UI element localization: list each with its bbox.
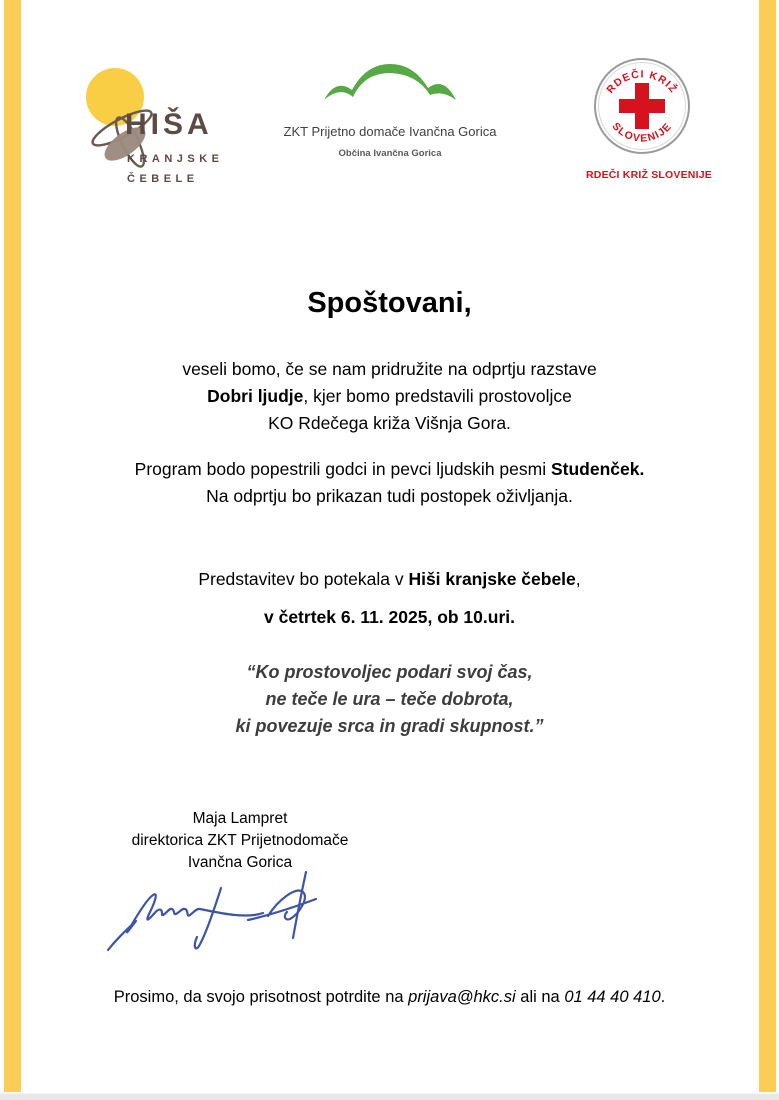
- rsvp-footer: [40, 984, 739, 1011]
- venue-comma: ,: [575, 569, 581, 589]
- zkt-logo-subtitle: Občina Ivančna Gorica: [338, 148, 442, 159]
- green-hills-icon: [322, 60, 458, 102]
- venue-text: Predstavitev bo potekala v: [198, 569, 409, 589]
- quote-line-2: ne teče le ura – teče dobrota,: [265, 689, 514, 709]
- choir-name: Studenček.: [550, 459, 645, 479]
- intro-line-3: KO Rdečega križa Višnja Gora.: [268, 413, 511, 433]
- left-accent-bar: [4, 0, 21, 1092]
- zkt-ivancna-gorica-logo: [248, 60, 532, 159]
- program-line-2: Na odprtju bo prikazan tudi postopek oživljanja.: [206, 486, 573, 506]
- rsvp-text-2: ali na: [515, 988, 565, 1006]
- paragraph-program: [40, 456, 739, 510]
- rsvp-email: prijava@hkc.si: [408, 988, 516, 1006]
- rsvp-text-1: Prosimo, da svojo prisotnost potrdite na: [113, 988, 409, 1006]
- right-accent-bar: [759, 0, 776, 1092]
- zkt-logo-title: ZKT Prijetno domače Ivančna Gorica: [283, 124, 497, 139]
- rsvp-phone: 01 44 40 410: [564, 988, 661, 1006]
- program-line-1: Program bodo popestrili godci in pevci ljudskih pesmi: [134, 459, 551, 479]
- red-cross-caption: RDEČI KRIŽ SLOVENIJE: [586, 169, 712, 181]
- hisa-logo-subtitle-1: KRANJSKE: [127, 153, 224, 165]
- red-cross-slovenia-logo: [586, 56, 712, 181]
- signer-role: direktorica ZKT Prijetnodomače: [131, 832, 349, 849]
- quote-block: [40, 659, 739, 740]
- quote-line-3: ki povezuje srca in gradi skupnost.”: [235, 716, 544, 736]
- intro-line-1: veseli bomo, če se nam pridružite na odprtju razstave: [182, 359, 597, 379]
- venue-line: [40, 566, 739, 593]
- handwritten-signature: [100, 862, 325, 967]
- date-time-line: v četrtek 6. 11. 2025, ob 10.uri.: [264, 607, 515, 627]
- signer-org: Ivančna Gorica: [187, 854, 293, 871]
- hisa-logo-subtitle-2: ČEBELE: [127, 173, 199, 185]
- exhibition-name: Dobri ljudje: [207, 386, 304, 406]
- hisa-logo-title: HIŠA: [125, 108, 213, 141]
- venue-name: Hiši kranjske čebele: [408, 569, 576, 589]
- red-cross-arc-top-text: RDEČI KRIŽ: [604, 68, 680, 96]
- red-cross-arc-bottom-text: SLOVENIJE: [609, 120, 675, 145]
- paragraph-intro: [40, 356, 739, 437]
- signer-name: Maja Lampret: [192, 810, 288, 827]
- page-bottom-edge: [0, 1093, 779, 1100]
- salutation-heading: Spoštovani,: [307, 287, 472, 319]
- quote-line-1: “Ko prostovoljec podari svoj čas,: [246, 662, 533, 682]
- rsvp-text-3: .: [660, 988, 666, 1006]
- intro-line-2: , kjer bomo predstavili prostovoljce: [303, 386, 572, 406]
- red-cross-emblem-icon: [592, 56, 692, 156]
- hisa-kranjske-cebele-logo: [84, 64, 234, 199]
